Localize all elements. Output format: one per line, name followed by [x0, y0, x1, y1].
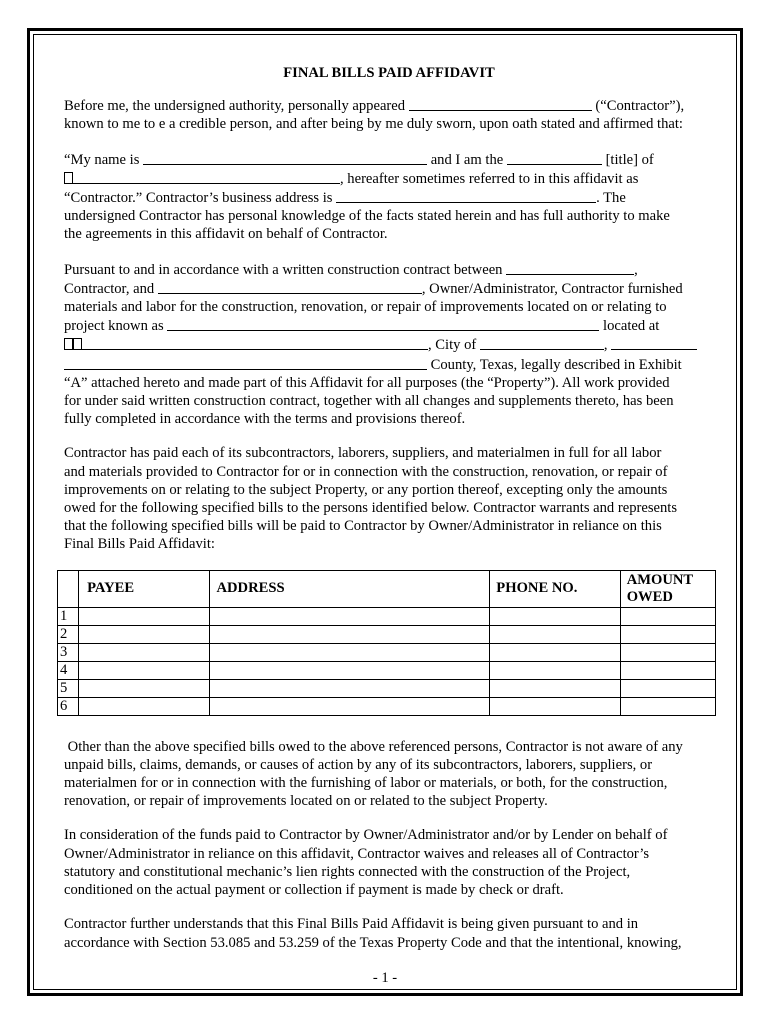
address-cell[interactable] [210, 679, 490, 697]
phone-cell[interactable] [490, 661, 620, 679]
further-understands-paragraph: Contractor further understands that this Final Bills Paid Affidavit is being given pursuant to and in accordance with Section 53.085 and 53.259 of the Texas Property Code and that the intentional, knowing, [64, 916, 682, 951]
row-number: 5 [58, 679, 79, 697]
row-number: 6 [58, 697, 79, 715]
payee-cell[interactable] [79, 607, 210, 625]
amount-cell[interactable] [620, 625, 715, 643]
bills-paid-paragraph: Contractor has paid each of its subcontractors, laborers, suppliers, and materialmen in full for all labor and materials provided to Contractor for or in connection with the construction, renovation, or repair of improvements on or relating to the subject Property, or any portion thereof, excepting only the amounts owed for the following specified bills to the persons identified below. Contractor warrants and represents that the following specified bills will be paid to Contractor by Owner/Administrator in reliance on this Final Bills Paid Affidavit: [64, 445, 678, 553]
phone-cell[interactable] [490, 607, 620, 625]
payee-cell[interactable] [79, 661, 210, 679]
table-row [58, 679, 716, 697]
address-cell[interactable] [210, 697, 490, 715]
address-cell[interactable] [210, 661, 490, 679]
contractor-name-blank[interactable] [409, 96, 592, 111]
payee-cell[interactable] [79, 643, 210, 661]
page-number: - 1 - [372, 970, 398, 986]
payee-header: PAYEE [79, 570, 210, 607]
table-row [58, 625, 716, 643]
title-blank[interactable] [507, 150, 602, 165]
company-name-blank[interactable] [73, 169, 340, 184]
project-location-blank[interactable] [82, 335, 428, 350]
phone-cell[interactable] [490, 697, 620, 715]
document-title: FINAL BILLS PAID AFFIDAVIT [283, 65, 495, 81]
address-cell[interactable] [210, 607, 490, 625]
affiant-name-blank[interactable] [143, 150, 427, 165]
city-blank[interactable] [480, 335, 604, 350]
affidavit-body [60, 64, 714, 968]
form-field-glyph-icon [73, 338, 82, 350]
amount-cell[interactable] [620, 697, 715, 715]
business-address-blank[interactable] [336, 188, 596, 203]
row-number: 2 [58, 625, 79, 643]
address-cell[interactable] [210, 625, 490, 643]
form-field-glyph-icon [64, 172, 73, 184]
amount-cell[interactable] [620, 679, 715, 697]
contract-party-blank[interactable] [506, 260, 634, 275]
amount-cell[interactable] [620, 643, 715, 661]
table-row [58, 697, 716, 715]
amount-owed-header: AMOUNT OWED [620, 570, 715, 607]
amount-cell[interactable] [620, 661, 715, 679]
owner-administrator-blank[interactable] [158, 279, 422, 294]
state-blank[interactable] [611, 335, 697, 350]
payee-cell[interactable] [79, 679, 210, 697]
phone-cell[interactable] [490, 643, 620, 661]
bills-table [57, 570, 716, 716]
consideration-paragraph: In consideration of the funds paid to Contractor by Owner/Administrator and/or by Lender on behalf of Owner/Administrator in reliance on this affidavit, Contractor waives and releases all of Contractor’s statutory and constitutional mechanic’s lien rights connected with the construction of the Project, conditioned on the actual payment or collection if payment is made by check or draft. [64, 827, 668, 899]
payee-cell[interactable] [79, 625, 210, 643]
row-number: 1 [58, 607, 79, 625]
table-row [58, 661, 716, 679]
row-number: 4 [58, 661, 79, 679]
row-number: 3 [58, 643, 79, 661]
other-bills-paragraph: Other than the above specified bills owed to the above referenced persons, Contractor is not aware of any unpaid bills, claims, demands, or causes of action by any of its subcontractors, laborers, suppliers, or materialmen for or in connection with the furnishing of labor or materials, or both, for the construction, renovation, or repair of improvements located on or related to the subject Property. [64, 738, 683, 810]
phone-cell[interactable] [490, 679, 620, 697]
address-header: ADDRESS [210, 570, 490, 607]
table-row [58, 607, 716, 625]
county-blank[interactable] [64, 355, 427, 370]
name-paragraph: “My name is and I am the [title] of , hereafter sometimes referred to in this affidavit as “Contractor.” Contractor’s business address is . The undersigned Contractor has personal knowledge of the facts stated herein and has full authority to make the agreements in this affidavit on behalf of Contractor. [64, 151, 670, 243]
amount-cell[interactable] [620, 607, 715, 625]
address-cell[interactable] [210, 643, 490, 661]
form-field-glyph-icon [64, 338, 73, 350]
table-header-row [58, 570, 716, 607]
table-row [58, 643, 716, 661]
payee-cell[interactable] [79, 697, 210, 715]
contract-paragraph: Pursuant to and in accordance with a written construction contract between , Contractor, and , Owner/Administrator, Contractor furnished materials and labor for the construction, renovation, or repair of improvements located on or relating to project known as located at , City of , County, Texas, legally described in Exhibit “A” attached hereto and made part of this Affidavit for all purposes (the “Property”). All work provided for under said written construction contract, together with all changes and supplements thereto, has been fully completed in accordance with the terms and provisions thereof. [64, 260, 714, 429]
phone-cell[interactable] [490, 625, 620, 643]
project-name-blank[interactable] [167, 316, 599, 331]
intro-paragraph: Before me, the undersigned authority, personally appeared (“Contractor”), known to me to e a credible person, and after being by me duly sworn, upon oath stated and affirmed that: [64, 98, 685, 133]
phone-header: PHONE NO. [490, 570, 620, 607]
row-number-header [58, 570, 79, 607]
